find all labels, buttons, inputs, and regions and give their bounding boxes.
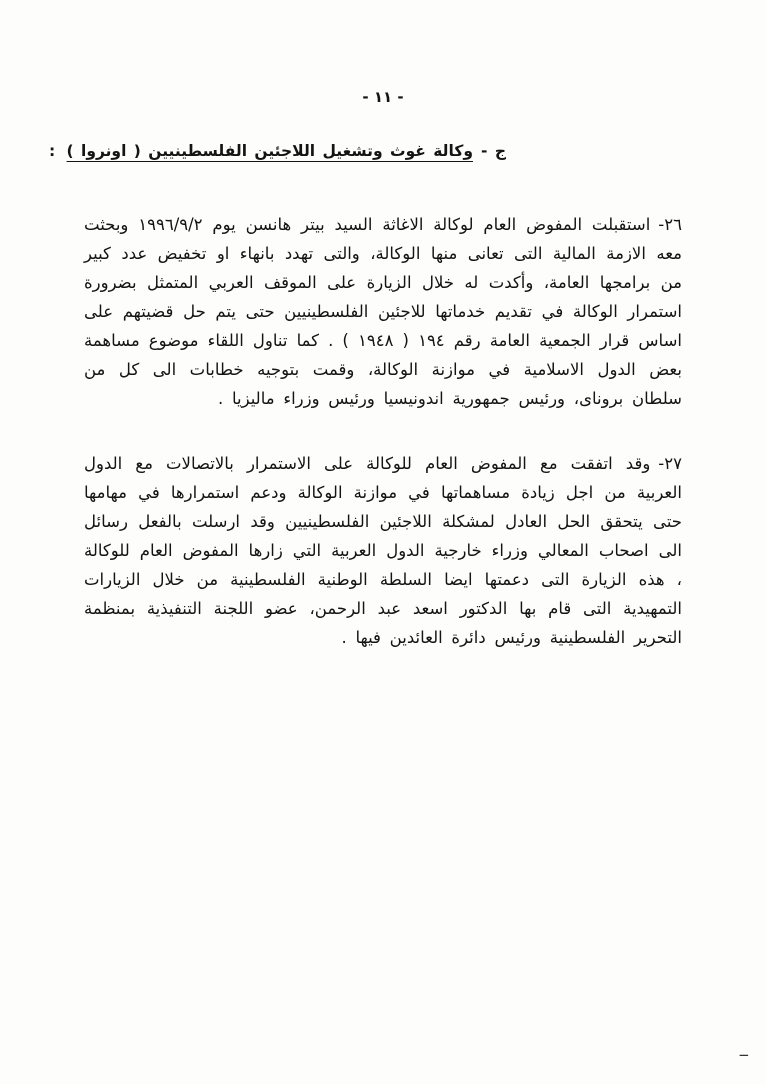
paragraph-26 bbox=[84, 210, 682, 413]
paragraph-number: ٢٦- bbox=[658, 215, 682, 234]
section-heading-colon: : bbox=[48, 142, 56, 160]
corner-mark: ــ bbox=[739, 1044, 748, 1060]
document-body bbox=[84, 210, 682, 652]
paragraph-number: ٢٧- bbox=[658, 454, 682, 474]
section-heading bbox=[48, 142, 682, 160]
paragraph-27 bbox=[84, 449, 682, 652]
paragraph-text: استقبلت المفوض العام لوكالة الاغاثة السيد بيتر هانسن يوم ١٩٩٦/٩/٢ وبحثت معه الازمة المالية التى تعانى منها الوكالة، والتى تهدد بانهاء او تخفيض عدد كبير من برامجها العامة، وأكدت له خلال الزيارة على الموقف العربي المتمثل بضرورة استمرار الوكالة في تقديم خدماتها للاجئين الفلسطينيين حتى يتم حل قضيتهم على اساس قرار الجمعية العامة رقم ١٩٤ ( ١٩٤٨ ) . كما تناول اللقاء موضوع مساهمة بعض الدول الاسلامية في موازنة الوكالة، وقمت بتوجيه خطابات الى كل من سلطان بروناى، ورئيس جمهورية اندونيسيا ورئيس وزراء ماليزيا . bbox=[84, 215, 682, 409]
section-letter: ج - bbox=[480, 142, 506, 160]
page-number: - ١١ - bbox=[362, 88, 404, 106]
paragraph-text: وقد اتفقت مع المفوض العام للوكالة على الاستمرار بالاتصالات مع الدول العربية من اجل زيادة مساهماتها في موازنة الوكالة ودعم استمرارها في مهامها حتى يتحقق الحل العادل لمشكلة اللاجئين الفلسطينيين وقد ارسلت بالفعل رسائل الى اصحاب المعالي وزراء خارجية الدول العربية التي زارها المفوض العام للوكالة ، هذه الزيارة التى دعمتها ايضا السلطة الوطنية الفلسطينية من خلال الزيارات التمهيدية التى قام بها الدكتور اسعد عبد الرحمن، عضو اللجنة التنفيذية بمنظمة التحرير الفلسطينية ورئيس دائرة العائدين فيها . bbox=[84, 454, 682, 648]
section-title: وكالة غوث وتشغيل اللاجئين الفلسطينيين ( اونروا ) bbox=[66, 142, 473, 160]
